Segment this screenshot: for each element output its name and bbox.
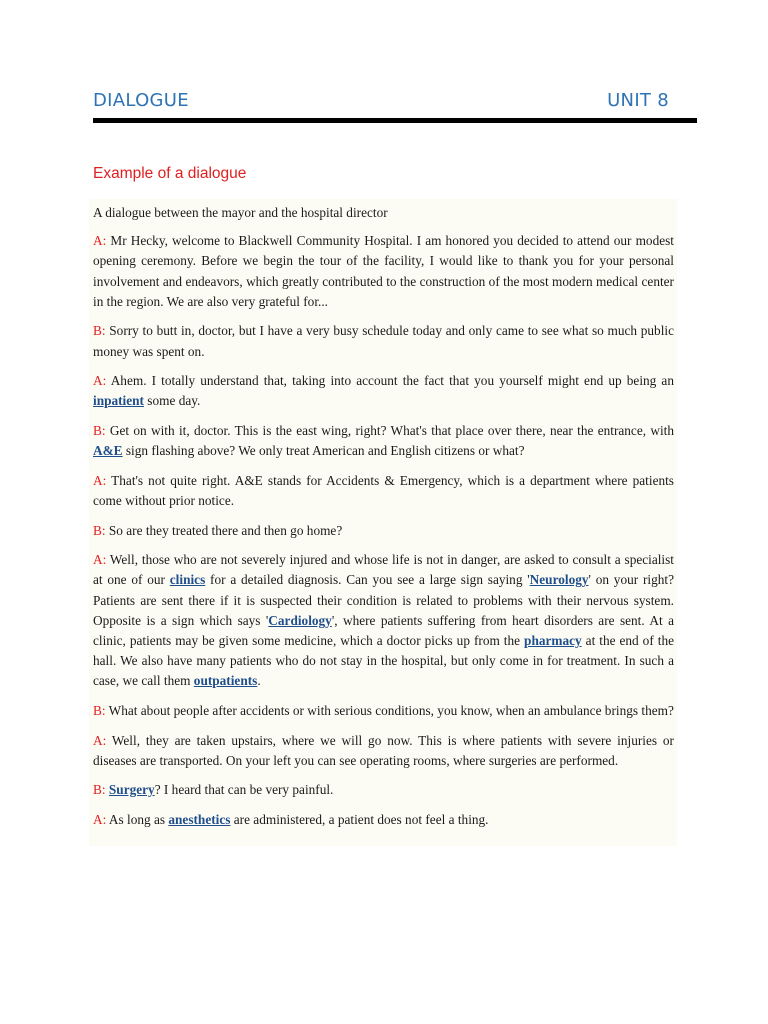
keyword-ae-link[interactable]: A&E (93, 443, 123, 459)
keyword-anesthetics-link[interactable]: anesthetics (168, 811, 231, 827)
dialogue-line-10 (93, 780, 674, 800)
line-text: ', where patients suffering from heart disorders are sent. At a clinic, patients may be given some medicine, which a doctor picks up from the (93, 612, 675, 648)
line-text: Well, they are taken upstairs, where we will go now. This is where patients with severe injuries or diseases are transported. On your left you can see operating rooms, where surgeries are performed. (93, 732, 674, 768)
section-title: Example of a dialogue (93, 165, 247, 182)
dialogue-line-4 (93, 421, 674, 461)
dialogue-line-3 (93, 371, 674, 411)
speaker-a: A: (93, 373, 107, 389)
header-unit: UNIT 8 (607, 90, 669, 111)
dialogue-line-8 (93, 701, 674, 721)
dialogue-line-5 (93, 471, 674, 511)
dialogue-line-9 (93, 731, 674, 771)
speaker-a: A: (93, 732, 107, 748)
speaker-a: A: (93, 472, 107, 488)
line-text: ? I heard that can be very painful. (154, 782, 334, 798)
keyword-pharmacy-link[interactable]: pharmacy (524, 633, 582, 648)
speaker-b: B: (93, 423, 106, 438)
dialogue-line-2 (93, 321, 674, 361)
line-text: Sorry to butt in, doctor, but I have a very busy schedule today and only came to see what so much public money was spent on. (93, 323, 674, 359)
line-text: What about people after accidents or with serious conditions, you know, when an ambulance brings them? (105, 703, 674, 718)
line-text: Ahem. I totally understand that, taking into account the fact that you yourself might end up being an (106, 373, 674, 389)
dialogue-line-7 (93, 550, 674, 691)
dialogue-intro: A dialogue between the mayor and the hospital director (93, 205, 388, 220)
line-text: . (257, 673, 261, 689)
header-title: DIALOGUE (93, 90, 189, 111)
line-text: As long as (106, 811, 169, 827)
line-text: some day. (143, 393, 201, 409)
speaker-a: A: (93, 233, 107, 249)
keyword-cardiology-link[interactable]: Cardiology (268, 612, 332, 628)
line-text: So are they treated there and then go home? (105, 522, 343, 538)
keyword-clinics-link[interactable]: clinics (169, 572, 206, 588)
line-text: are administered, a patient does not feel a thing. (230, 811, 489, 827)
keyword-surgery-link[interactable]: Surgery (108, 782, 155, 798)
speaker-a: A: (93, 552, 107, 568)
line-text: Well, those who are not severely injured and whose life is not in danger, are asked to consult a specialist at one of our (93, 552, 674, 588)
line-text: sign flashing above? We only treat American and English citizens or what? (122, 443, 525, 459)
speaker-b: B: (93, 703, 106, 718)
speaker-a: A: (93, 811, 107, 827)
line-text: Get on with it, doctor. This is the east wing, right? What's that place over there, near the entrance, with (105, 423, 674, 438)
page-header (93, 90, 669, 116)
keyword-outpatients-link[interactable]: outpatients (193, 673, 258, 689)
speaker-b: B: (93, 323, 106, 339)
speaker-b: B: (93, 522, 106, 538)
dialogue-line-1 (93, 231, 674, 312)
keyword-inpatient-link[interactable]: inpatient (93, 393, 144, 409)
dialogue-body (89, 199, 677, 846)
line-text: at the end of the hall. We also have many patients who do not stay in the hospital, but only come in for treatment. In such a case, we call them (93, 633, 674, 689)
keyword-neurology-link[interactable]: Neurology (529, 572, 589, 588)
line-text: ' on your right? Patients are sent there if it is suspected their condition is related to problems with their nervous system. Opposite is a sign which says ' (93, 572, 674, 628)
dialogue-line-6 (93, 521, 674, 541)
line-text: Mr Hecky, welcome to Blackwell Community Hospital. I am honored you decided to attend our modest opening ceremony. Before we begin the tour of the facility, I would like to thank you for your personal involvement and endeavors, which greatly contributed to the construction of the most modern medical center in the region. We are also very grateful for... (93, 233, 674, 309)
header-rule (93, 118, 697, 123)
line-text: for a detailed diagnosis. Can you see a large sign saying ' (205, 572, 530, 588)
speaker-b: B: (93, 782, 106, 798)
dialogue-line-11 (93, 810, 674, 830)
line-text: That's not quite right. A&E stands for Accidents & Emergency, which is a department where patients come without prior notice. (93, 472, 674, 508)
